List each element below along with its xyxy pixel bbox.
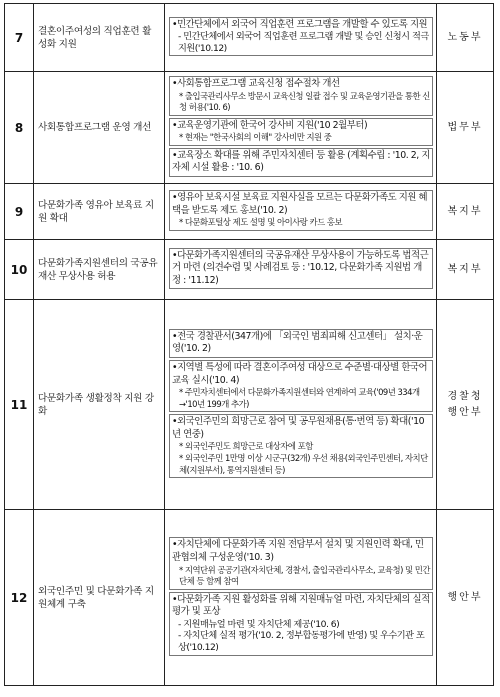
detail-note: * 지역단위 공공기관(자치단체, 경찰서, 출입국관리사무소, 교육청) 및 민간단체 등 함께 참여	[179, 564, 430, 587]
detail-main: •교육운영기관에 한국어 강사비 지원('10 2월부터)	[172, 119, 368, 131]
task-title: 다문화가족 생활정착 지원 강화	[34, 300, 165, 510]
detail-note: - 민간단체에서 외국어 직업훈련 프로그램 개발 및 승인 신청시 적극 지원('10.12)	[178, 31, 429, 54]
row-number: 10	[5, 240, 34, 300]
row-number: 8	[5, 72, 34, 184]
task-details	[165, 4, 437, 72]
detail-main: •다문화가족 지원 활성화를 위해 지원매뉴얼 마련, 자치단체의 실적평가 및 포상	[172, 593, 430, 618]
task-details	[165, 300, 437, 510]
table-row	[5, 240, 494, 300]
row-number: 9	[5, 184, 34, 240]
detail-main: •민간단체에서 외국어 직업훈련 프로그램을 개발할 수 있도록 지원	[172, 18, 428, 30]
detail-block	[169, 17, 433, 57]
task-title: 다문화가족 영유아 보육료 지원 확대	[34, 184, 165, 240]
task-details	[165, 72, 437, 184]
task-details	[165, 184, 437, 240]
task-title: 다문화가족지원센터의 국공유재산 무상사용 허용	[34, 240, 165, 300]
detail-note: * 외국인주민도 희망근로 대상자에 포함	[179, 441, 313, 452]
detail-block	[169, 537, 433, 589]
ministry-name: 복지부	[447, 205, 483, 217]
responsible-ministry	[437, 240, 494, 300]
table-row	[5, 4, 494, 72]
detail-main: •지역별 특성에 따라 결혼이주여성 대상으로 수준별·대상별 한국어 교육 실시('10. 4)	[172, 361, 428, 386]
detail-main: •전국 경찰관서(347개)에 「외국인 범죄피해 신고센터」 설치·운영('10. 2)	[172, 330, 423, 355]
detail-block	[169, 118, 433, 146]
table-row	[5, 72, 494, 184]
table-row	[5, 184, 494, 240]
row-number: 12	[5, 510, 34, 686]
ministry-name: 복지부	[447, 263, 483, 275]
detail-main: •자치단체에 다문화가족 지원 전담부서 설치 및 지원인력 확대, 민관협의체 구성운영('10. 3)	[172, 539, 424, 563]
task-details	[165, 510, 437, 686]
detail-main: •다문화가족지원센터의 국공유재산 무상사용이 가능하도록 법적근거 마련 (의견수렴 및 사례검토 등 : '10.12, 다문화가족 지원법 개정 : '11.12)	[172, 249, 429, 286]
detail-block	[169, 360, 433, 412]
detail-note: - 자치단체 실적 평가('10. 2, 정부합동평가에 반영) 및 우수기관 포상('10.12)	[178, 630, 425, 654]
detail-block	[169, 76, 433, 116]
ministry-name: 경찰청	[447, 390, 483, 402]
detail-block	[169, 248, 433, 290]
policy-table	[4, 3, 494, 686]
detail-main: •교육장소 확대를 위해 주민자치센터 등 활용 (계획수립 : '10. 2, 지자체 시설 활용 : '10. 6)	[172, 149, 430, 174]
row-number: 11	[5, 300, 34, 510]
detail-note: - 지원매뉴얼 마련 및 자치단체 제공('10. 6)	[178, 618, 340, 630]
responsible-ministry	[437, 300, 494, 510]
detail-note: * 현재는 "한국사회의 이해" 강사비만 지원 중	[179, 132, 332, 143]
detail-note: * 출입국관리사무소 방문시 교육신청 일괄 접수 및 교육운영기관을 통한 신청 허용('10. 6)	[179, 90, 430, 113]
detail-block	[169, 414, 433, 478]
detail-main: •사회통합프로그램 교육신청 접수절차 개선	[172, 77, 340, 89]
detail-block	[169, 148, 433, 177]
task-title: 결혼이주여성의 직업훈련 활성화 지원	[34, 4, 165, 72]
ministry-name: 법무부	[447, 121, 483, 133]
detail-note: * 외국인주민 1만명 이상 시군구(32개) 우선 채용(외국인주민센터, 자치단체(지원부서), 통역지원센터 등)	[179, 453, 428, 475]
table-row	[5, 510, 494, 686]
detail-note: * 주민자치센터에서 다문화가족지원센터와 연계하여 교육('09년 334개→'10년 199개 추가)	[179, 387, 420, 409]
responsible-ministry	[437, 4, 494, 72]
responsible-ministry	[437, 184, 494, 240]
task-details	[165, 240, 437, 300]
responsible-ministry	[437, 72, 494, 184]
ministry-name: 행안부	[447, 406, 483, 418]
detail-main: •외국인주민의 희망근로 참여 및 공무원채용(통·번역 등) 확대('10년 연중)	[172, 416, 425, 440]
task-title: 사회통합프로그램 운영 개선	[34, 72, 165, 184]
detail-block	[169, 329, 433, 358]
detail-block	[169, 592, 433, 656]
responsible-ministry	[437, 510, 494, 686]
ministry-name: 행안부	[447, 591, 483, 603]
row-number: 7	[5, 4, 34, 72]
detail-main: •영유아 보육시설 보육료 지원사실을 모르는 다문화가족도 지원 혜택을 받도록 제도 홍보('10. 2)	[172, 192, 428, 216]
task-title: 외국인주민 및 다문화가족 지원체계 구축	[34, 510, 165, 686]
detail-note: * 다문화포털상 제도 설명 및 아이사랑 카드 홍보	[179, 217, 343, 228]
table-row	[5, 300, 494, 510]
detail-block	[169, 190, 433, 231]
ministry-name: 노동부	[447, 31, 483, 43]
